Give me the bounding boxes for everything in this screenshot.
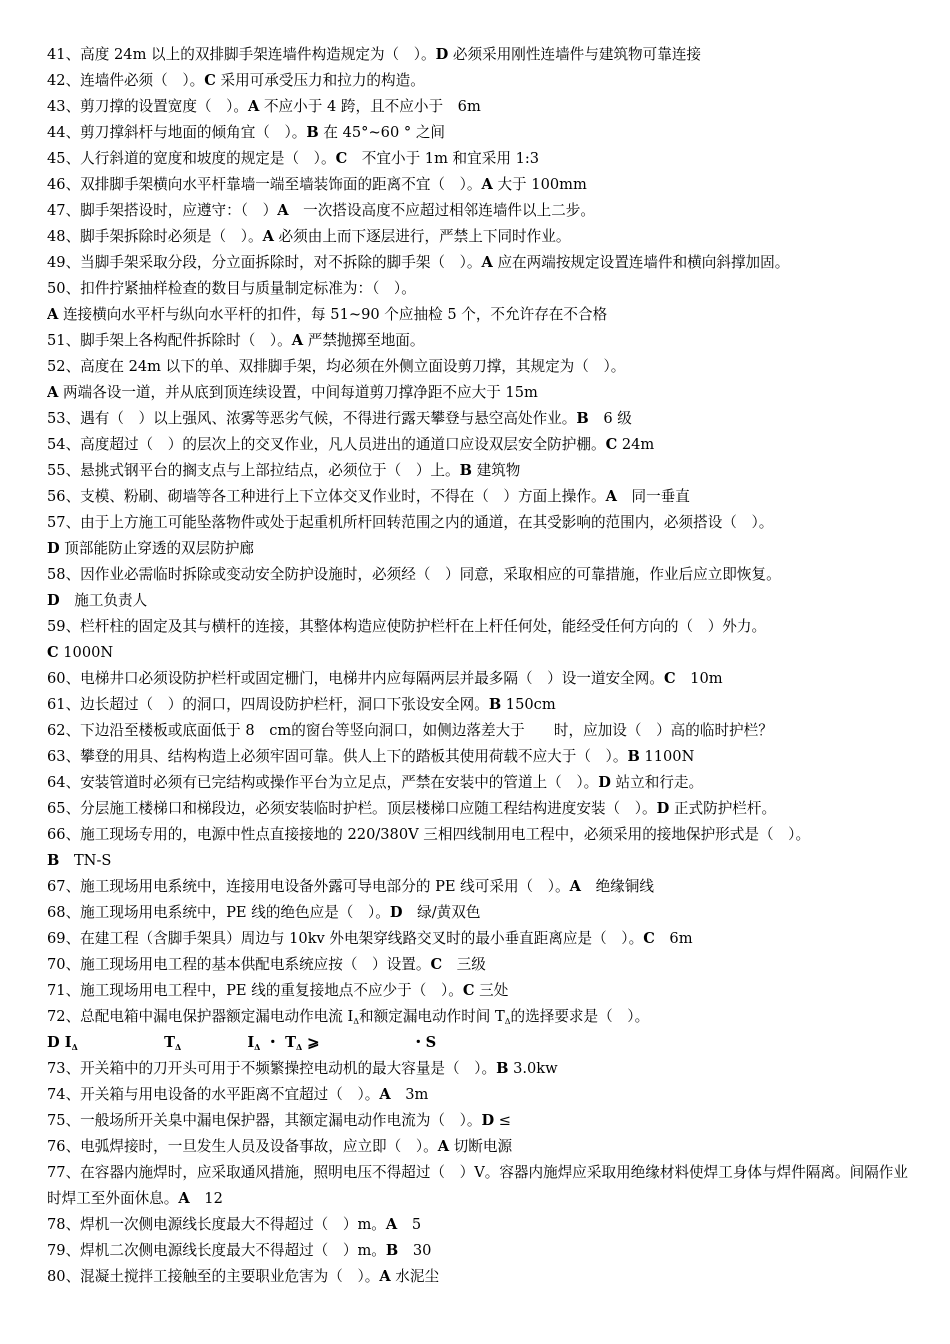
answer-text: 顶部能防止穿透的双层防护廊 [59, 540, 255, 557]
answer-letter: A [47, 384, 59, 401]
question-text: 、连墙件必须（ ）。 [65, 72, 205, 89]
question-number: 47 [47, 202, 66, 219]
question-number: 48 [47, 228, 66, 245]
question-line [47, 328, 917, 354]
question-line [47, 484, 917, 510]
answer-letter: A [178, 1190, 190, 1207]
answer-letter: D [47, 540, 60, 557]
answer-text: 1000N [58, 644, 114, 661]
question-number: 77 [47, 1164, 66, 1181]
question-line [47, 224, 917, 250]
question-text: 、悬挑式钢平台的搁支点与上部拉结点，必须位于（ ）上。 [65, 462, 460, 479]
question-number: 49 [47, 254, 66, 271]
question-number: 56 [47, 488, 66, 505]
answer-text: 3.0kw [508, 1060, 558, 1077]
question-number: 75 [47, 1112, 66, 1129]
question-line [47, 926, 917, 952]
question-text: 、总配电箱中漏电保护器额定漏电动作电流 I [65, 1008, 354, 1025]
question-text: 、一般场所开关臬中漏电保护器，其额定漏电动作电流为（ ）。 [65, 1112, 482, 1129]
question-line [47, 380, 917, 406]
question-number: 72 [47, 1008, 66, 1025]
question-line [47, 432, 917, 458]
question-number: 59 [47, 618, 66, 635]
question-text: 、施工现场用电系统中，PE 线的绝色应是（ ）。 [65, 904, 390, 921]
question-number: 58 [47, 566, 66, 583]
answer-letter: A [379, 1268, 391, 1285]
answer-letter: C [643, 930, 655, 947]
question-number: 52 [47, 358, 66, 375]
question-line [47, 978, 917, 1004]
answer-text: ≤ [494, 1112, 512, 1129]
question-text: 、脚手架拆除时必须是（ ）。 [65, 228, 263, 245]
question-text: 和额定漏电动作时间 T [359, 1008, 505, 1025]
answer-letter: A [481, 254, 493, 271]
answer-letter: A [569, 878, 581, 895]
question-line [47, 770, 917, 796]
question-line [47, 692, 917, 718]
question-line [47, 42, 917, 68]
question-line [47, 1056, 917, 1082]
question-number: 71 [47, 982, 66, 999]
answer-text: 连接横向水平杆与纵向水平杆的扣件，每 51~90 个应抽检 5 个，不允许存在不合格 [58, 306, 608, 323]
question-line [47, 354, 917, 380]
question-text: 、扣件拧紧抽样检查的数目与质量制定标准为：（ ）。 [65, 280, 416, 297]
question-line [47, 1108, 917, 1134]
question-number: 42 [47, 72, 66, 89]
answer-text: 水泥尘 [390, 1268, 440, 1285]
answer-text: 30 [398, 1242, 432, 1259]
question-line [47, 458, 917, 484]
question-text: 、剪刀撑的设置宽度（ ）。 [65, 98, 248, 115]
question-line [47, 744, 917, 770]
question-text: 、在容器内施焊时，应采取通风措施，照明电压不得超过（ ）V。容器内施焊应采取用绝缘材料使焊工身体与焊件隔离。间隔作业时焊工至外面休息。 [47, 1164, 908, 1207]
question-line [47, 1134, 917, 1160]
question-number: 64 [47, 774, 66, 791]
answer-letter: B [488, 696, 502, 713]
answer-letter: C [204, 72, 216, 89]
question-text: 、因作业必需临时拆除或变动安全防护设施时，必须经（ ）同意，采取相应的可靠措施，作业后应立即恢复。 [65, 566, 781, 583]
question-number: 61 [47, 696, 66, 713]
question-text: 、高度 24m 以上的双排脚手架连墙件构造规定为（ ）。 [65, 46, 436, 63]
answer-text: 必须由上而下逐层进行，严禁上下同时作业。 [273, 228, 571, 245]
answer-text: 绿/黄双色 [402, 904, 481, 921]
formula-dot-t: ・ T [260, 1034, 296, 1051]
answer-text: 12 [189, 1190, 223, 1207]
answer-letter: A [437, 1138, 450, 1155]
answer-text: 150cm [501, 696, 556, 713]
answer-letter: A [379, 1086, 391, 1103]
question-text: 、在建工程（含脚手架具）周边与 10kv 外电架穿线路交叉时的最小垂直距离应是（ ）。 [65, 930, 644, 947]
question-number: 66 [47, 826, 66, 843]
question-text: 、攀登的用具、结构构造上必须牢固可靠。供人上下的踏板其使用荷载不应大于（ ）。 [65, 748, 628, 765]
question-text: 、混凝土搅拌工接触至的主要职业危害为（ ）。 [65, 1268, 380, 1285]
question-line [47, 1264, 917, 1290]
question-text: 、脚手架上各构配件拆除时（ ）。 [65, 332, 292, 349]
answer-text: 正式防护栏杆。 [669, 800, 777, 817]
answer-letter: C [335, 150, 348, 167]
answer-text: 两端各设一道，并从底到顶连续设置，中间每道剪刀撑净距不应大于 15m [58, 384, 538, 401]
question-line [47, 276, 917, 302]
answer-letter: C [430, 956, 443, 973]
question-number: 63 [47, 748, 66, 765]
question-number: 67 [47, 878, 66, 895]
answer-letter: D [656, 800, 670, 817]
question-number: 51 [47, 332, 66, 349]
answer-letter: A [47, 306, 59, 323]
answer-letter: A [277, 202, 289, 219]
question-line [47, 796, 917, 822]
question-text: 、电弧焊接时，一旦发生人员及设备事故，应立即（ ）。 [65, 1138, 438, 1155]
answer-letter: B [496, 1060, 509, 1077]
question-line [47, 666, 917, 692]
answer-text: 6 级 [588, 410, 632, 427]
question-line [47, 198, 917, 224]
subscript: Δ [296, 1042, 303, 1052]
answer-letter: A [385, 1216, 398, 1233]
question-line [47, 952, 917, 978]
answer-text: 严禁抛掷至地面。 [303, 332, 425, 349]
question-number: 50 [47, 280, 66, 297]
question-text: 、边长超过（ ）的洞口，四周设防护栏杆，洞口下张设安全网。 [65, 696, 489, 713]
question-line [47, 848, 917, 874]
answer-letter: B [459, 462, 472, 479]
answer-letter: A [605, 488, 617, 505]
answer-text: 不应小于 4 跨，且不应小于 6m [259, 98, 481, 115]
question-line [47, 1004, 917, 1030]
answer-text: 切断电源 [449, 1138, 513, 1155]
question-line [47, 900, 917, 926]
question-text: 、支模、粉刷、砌墙等各工种进行上下立体交叉作业时，不得在（ ）方面上操作。 [65, 488, 606, 505]
question-text: 、施工现场用电工程中，PE 线的重复接地点不应少于（ ）。 [65, 982, 463, 999]
answer-letter: D [47, 592, 60, 609]
answer-letter: B [576, 410, 589, 427]
question-line [47, 146, 917, 172]
answer-text: 在 45°~60 ° 之间 [318, 124, 446, 141]
question-text: 、焊机二次侧电源线长度最大不得超过（ ）m。 [65, 1242, 386, 1259]
question-number: 62 [47, 722, 66, 739]
question-number: 43 [47, 98, 66, 115]
answer-text: 建筑物 [471, 462, 521, 479]
answer-letter: C [462, 982, 475, 999]
answer-text: TN-S [59, 852, 112, 869]
answer-text: 不宜小于 1m 和宜采用 1:3 [347, 150, 540, 167]
question-text: 、双排脚手架横向水平杆靠墙一端至墙装饰面的距离不宜（ ）。 [65, 176, 482, 193]
question-text: 、高度在 24m 以下的单、双排脚手架，均必须在外侧立面设剪刀撑，其规定为（ ）。 [65, 358, 626, 375]
question-text: 、安装管道时必须有已完结构或操作平台为立足点，严禁在安装中的管道上（ ）。 [65, 774, 599, 791]
question-text: 、开关箱与用电设备的水平距离不宜超过（ ）。 [65, 1086, 380, 1103]
question-line [47, 640, 917, 666]
question-line [47, 1030, 917, 1056]
answer-text: 采用可承受压力和拉力的构造。 [215, 72, 425, 89]
question-number: 57 [47, 514, 66, 531]
answer-letter: A [291, 332, 304, 349]
subscript: Δ [175, 1042, 182, 1052]
question-text: 、脚手架搭设时，应遵守：（ ） [65, 202, 278, 219]
answer-text: 三级 [442, 956, 486, 973]
answer-text: 施工负责人 [59, 592, 148, 609]
question-line [47, 406, 917, 432]
question-text: 、当脚手架采取分段，分立面拆除时，对不拆除的脚手架（ ）。 [65, 254, 482, 271]
answer-letter: D I [47, 1034, 72, 1051]
question-line [47, 718, 917, 744]
formula-s: ⩾ ・S [302, 1034, 437, 1051]
question-text: 、剪刀撑斜杆与地面的倾角宜（ ）。 [65, 124, 307, 141]
question-text: 的选择要求是（ ）。 [510, 1008, 650, 1025]
question-number: 54 [47, 436, 66, 453]
answer-text: 3m [390, 1086, 429, 1103]
answer-letter: D [435, 46, 449, 63]
answer-text: 三处 [474, 982, 509, 999]
question-number: 53 [47, 410, 66, 427]
question-line [47, 1212, 917, 1238]
answer-letter: D [598, 774, 611, 791]
question-number: 73 [47, 1060, 66, 1077]
answer-text: 应在两端按规定设置连墙件和横向斜撑加固。 [492, 254, 790, 271]
question-line [47, 874, 917, 900]
answer-letter: B [306, 124, 319, 141]
question-line [47, 510, 917, 536]
question-line [47, 1082, 917, 1108]
question-text: 、施工现场用电系统中，连接用电设备外露可导电部分的 PE 线可采用（ ）。 [65, 878, 570, 895]
question-number: 44 [47, 124, 66, 141]
question-line [47, 822, 917, 848]
answer-text: 24m [617, 436, 655, 453]
question-text: 、栏杆柱的固定及其与横杆的连接，其整体构造应使防护栏杆在上杆任何处，能经受任何方向的（ ）外力。 [65, 618, 767, 635]
question-line [47, 562, 917, 588]
question-line [47, 302, 917, 328]
answer-text: 绝缘铜线 [580, 878, 654, 895]
question-line [47, 120, 917, 146]
question-line [47, 614, 917, 640]
answer-text: 同一垂直 [616, 488, 690, 505]
answer-letter: B [627, 748, 640, 765]
answer-text: 5 [397, 1216, 422, 1233]
answer-letter: A [248, 98, 260, 115]
answer-letter: D [481, 1112, 495, 1129]
question-text: 、电梯井口必须设防护栏杆或固定栅门，电梯井内应每隔两层并最多隔（ ）设一道安全网。 [65, 670, 664, 687]
subscript: Δ [353, 1017, 360, 1026]
spacer [181, 1034, 247, 1051]
question-line [47, 94, 917, 120]
question-text: 、遇有（ ）以上强风、浓雾等恶劣气候，不得进行露天攀登与悬空高处作业。 [65, 410, 577, 427]
answer-letter: C [663, 670, 676, 687]
question-number: 78 [47, 1216, 66, 1233]
answer-letter: A [262, 228, 274, 245]
question-number: 45 [47, 150, 66, 167]
question-number: 41 [47, 46, 66, 63]
question-line [47, 1160, 917, 1212]
question-number: 74 [47, 1086, 66, 1103]
answer-letter: D [389, 904, 403, 921]
question-line [47, 588, 917, 614]
formula-t: T [164, 1034, 176, 1051]
subscript: Δ [254, 1042, 261, 1052]
answer-letter: B [385, 1242, 399, 1259]
question-number: 69 [47, 930, 66, 947]
answer-text: 大于 100mm [492, 176, 587, 193]
question-line [47, 250, 917, 276]
question-number: 79 [47, 1242, 66, 1259]
question-text: 、高度超过（ ）的层次上的交叉作业，凡人员进出的通道口应设双层安全防护棚。 [65, 436, 606, 453]
question-text: 、开关箱中的刀开头可用于不频繁操控电动机的最大容量是（ ）。 [65, 1060, 497, 1077]
subscript: Δ [504, 1017, 511, 1026]
answer-letter: C [605, 436, 618, 453]
question-number: 70 [47, 956, 66, 973]
subscript: Δ [71, 1042, 78, 1052]
answer-letter: A [481, 176, 493, 193]
question-line [47, 68, 917, 94]
question-number: 76 [47, 1138, 66, 1155]
question-number: 46 [47, 176, 66, 193]
question-number: 60 [47, 670, 66, 687]
answer-letter: B [47, 852, 60, 869]
question-number: 80 [47, 1268, 66, 1285]
answer-formula [47, 1034, 436, 1051]
question-line [47, 536, 917, 562]
question-number: 55 [47, 462, 66, 479]
question-text: 、下边沿至楼板或底面低于 8 cm的窗台等竖向洞口，如侧边落差大于 时，应加设（ ）高的临时护栏？ [65, 722, 773, 739]
question-line [47, 172, 917, 198]
answer-text: 必须采用刚性连墙件与建筑物可靠连接 [448, 46, 702, 63]
answer-text: 一次搭设高度不应超过相邻连墙件以上二步。 [288, 202, 595, 219]
question-number: 68 [47, 904, 66, 921]
formula-i: I [247, 1034, 255, 1051]
question-line [47, 1238, 917, 1264]
answer-text: 10m [675, 670, 723, 687]
question-text: 、施工现场用电工程的基本供配电系统应按（ ）设置。 [65, 956, 431, 973]
question-text: 、由于上方施工可能坠落物件或处于起重机所杆回转范围之内的通道，在其受影响的范围内，必须搭设（ ）。 [65, 514, 774, 531]
spacer [78, 1034, 164, 1051]
answer-text: 6m [654, 930, 693, 947]
question-text: 、人行斜道的宽度和坡度的规定是（ ）。 [65, 150, 336, 167]
question-text: 、焊机一次侧电源线长度最大不得超过（ ）m。 [65, 1216, 386, 1233]
question-text: 、施工现场专用的，电源中性点直接接地的 220/380V 三相四线制用电工程中，必须采用的接地保护形式是（ ）。 [65, 826, 811, 843]
question-text: 、分层施工楼梯口和梯段边，必须安装临时护栏。顶层楼梯口应随工程结构进度安装（ ）。 [65, 800, 657, 817]
answer-text: 站立和行走。 [610, 774, 704, 791]
document-body [47, 42, 917, 1290]
question-number: 65 [47, 800, 66, 817]
answer-text: 1100N [639, 748, 695, 765]
answer-letter: C [47, 644, 59, 661]
